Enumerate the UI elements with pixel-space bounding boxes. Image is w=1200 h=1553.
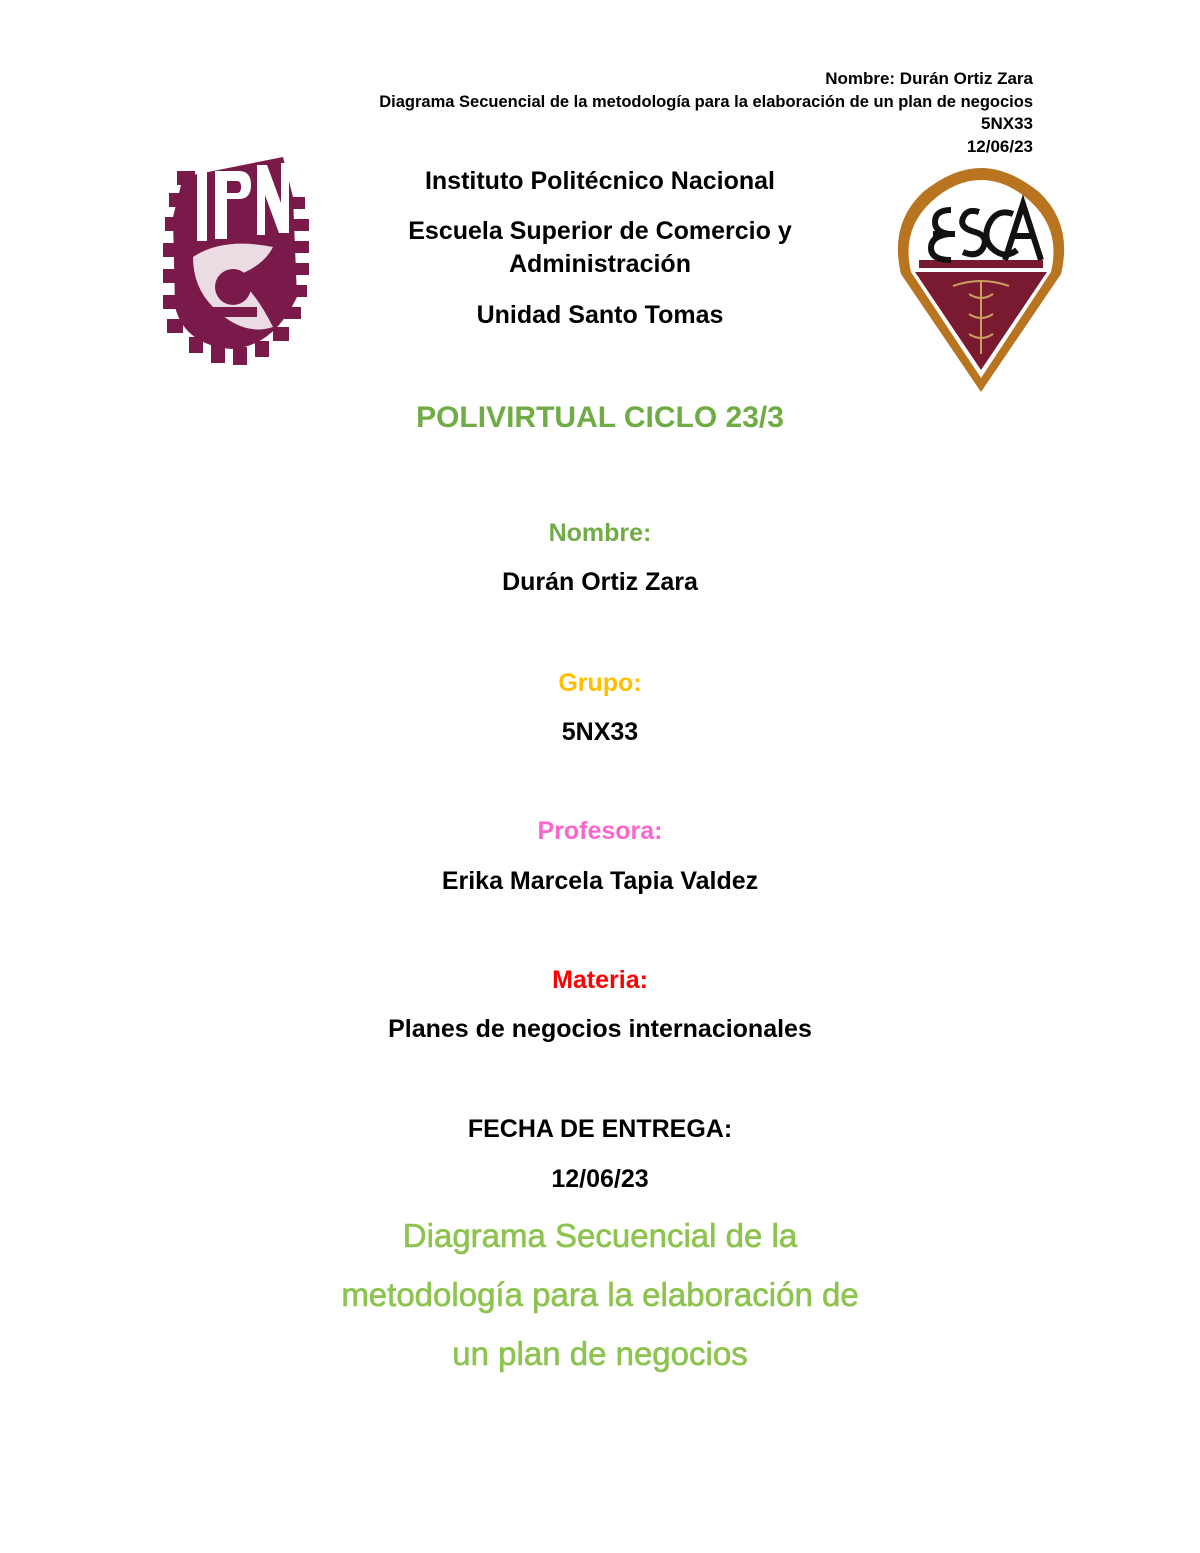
delivery-date-label: FECHA DE ENTREGA: — [467, 1115, 733, 1143]
delivery-date-value: 12/06/23 — [551, 1165, 649, 1193]
name-label: Nombre: — [548, 519, 652, 547]
document-title-line3: un plan de negocios — [452, 1335, 748, 1372]
document-title-line2: metodología para la elaboración de — [341, 1276, 859, 1313]
school-name-line1: Escuela Superior de Comercio y — [408, 217, 792, 245]
school-name-line2: Administración — [509, 250, 691, 278]
group-label: Grupo: — [558, 669, 642, 697]
header-title: Diagrama Secuencial de la metodología para la elaboración de un plan de negocios — [379, 92, 1033, 111]
name-value: Durán Ortiz Zara — [502, 568, 698, 596]
subject-value: Planes de negocios internacionales — [388, 1015, 812, 1043]
document-title-line1: Diagrama Secuencial de la — [402, 1217, 798, 1254]
teacher-value: Erika Marcela Tapia Valdez — [441, 867, 759, 895]
unit-name: Unidad Santo Tomas — [476, 301, 724, 329]
program-title: POLIVIRTUAL CICLO 23/3 — [416, 401, 784, 434]
header-group: 5NX33 — [981, 114, 1033, 133]
subject-label: Materia: — [552, 966, 648, 994]
page-header — [379, 68, 1033, 158]
teacher-label: Profesora: — [537, 817, 663, 845]
header-name: Nombre: Durán Ortiz Zara — [825, 69, 1033, 88]
group-value: 5NX33 — [561, 718, 639, 746]
institution-name: Instituto Politécnico Nacional — [424, 167, 776, 195]
header-date: 12/06/23 — [966, 136, 1033, 156]
